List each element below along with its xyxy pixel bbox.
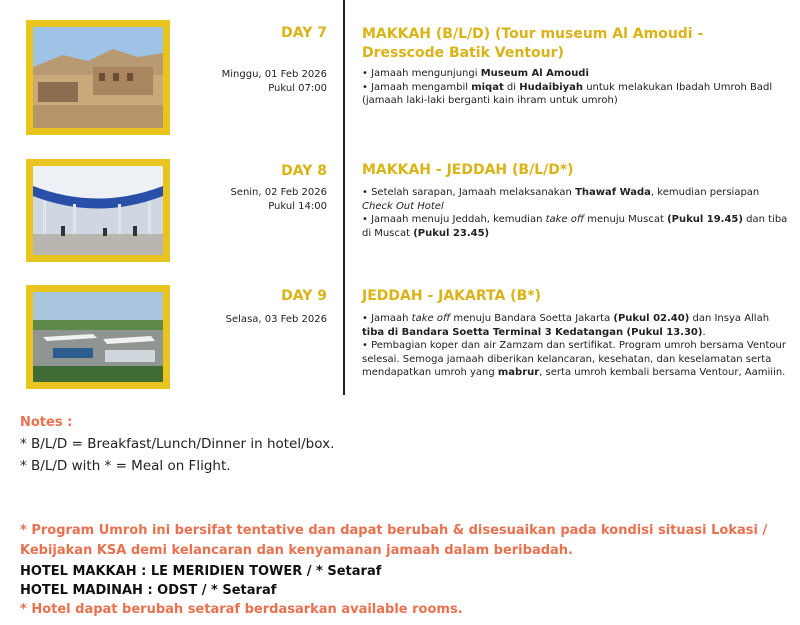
day-date: Minggu, 01 Feb 2026 xyxy=(221,69,327,80)
day-description xyxy=(362,186,790,240)
hotel-madinah: HOTEL MADINAH : ODST / * Setaraf xyxy=(20,583,277,598)
description-bullet: • Jamaah menuju Jeddah, kemudian take off menuju Muscat (Pukul 19.45) dan tiba di Muscat (Pukul 23.45) xyxy=(362,214,788,239)
airport-apron-photo xyxy=(26,285,170,389)
note-line: * B/L/D = Breakfast/Lunch/Dinner in hotel/box. xyxy=(20,436,335,452)
note-line: * B/L/D with * = Meal on Flight. xyxy=(20,458,231,474)
museum-al-amoudi-photo xyxy=(26,20,170,135)
day-date: Senin, 02 Feb 2026 xyxy=(230,187,327,198)
day-title: MAKKAH - JEDDAH (B/L/D*) xyxy=(362,162,574,178)
timeline-divider xyxy=(343,0,345,395)
description-bullet: • Jamaah take off menuju Bandara Soetta Jakarta (Pukul 02.40) dan Insya Allah tiba di Bandara Soetta Terminal 3 Kedatangan (Pukul 13.30). xyxy=(362,313,770,338)
day-time: Pukul 14:00 xyxy=(268,201,327,212)
description-bullet: • Jamaah mengunjungi Museum Al Amoudi xyxy=(362,68,589,79)
hotel-makkah: HOTEL MAKKAH : LE MERIDIEN TOWER / * Setaraf xyxy=(20,564,382,579)
description-bullet: • Pembagian koper dan air Zamzam dan sertifikat. Program umroh bersama Ventour selesai. Semoga jamaah diberikan kelancaran, kesehatan, dan keselamatan serta mendapatkan umroh yang mabrur, serta umroh kembali bersama Ventour, Aamiiin. xyxy=(362,340,786,379)
day-title: MAKKAH (B/L/D) (Tour museum Al Amoudi - Dresscode Batik Ventour) xyxy=(362,26,704,61)
day-label: DAY 8 xyxy=(281,163,327,179)
program-disclaimer: * Program Umroh ini bersifat tentative dan dapat berubah & disesuaikan pada kondisi situasi Lokasi / Kebijakan KSA demi kelancaran dan kenyamanan jamaah dalam beribadah. xyxy=(20,523,768,558)
day-time: Pukul 07:00 xyxy=(268,83,327,94)
day-date: Selasa, 03 Feb 2026 xyxy=(225,314,327,325)
airport-terminal-photo xyxy=(26,159,170,262)
day-label: DAY 9 xyxy=(281,288,327,304)
description-bullet: • Setelah sarapan, Jamaah melaksanakan Thawaf Wada, kemudian persiapan Check Out Hotel xyxy=(362,187,760,212)
description-bullet: • Jamaah mengambil miqat di Hudaibiyah untuk melakukan Ibadah Umroh Badl (jamaah laki-laki berganti kain ihram untuk umroh) xyxy=(362,81,773,107)
day-label: DAY 7 xyxy=(281,25,327,41)
day-title: JEDDAH - JAKARTA (B*) xyxy=(362,288,541,304)
day-description xyxy=(362,67,790,108)
hotel-note: * Hotel dapat berubah setaraf berdasarkan available rooms. xyxy=(20,602,463,617)
day-description xyxy=(362,312,790,380)
notes-heading: Notes : xyxy=(20,415,73,430)
